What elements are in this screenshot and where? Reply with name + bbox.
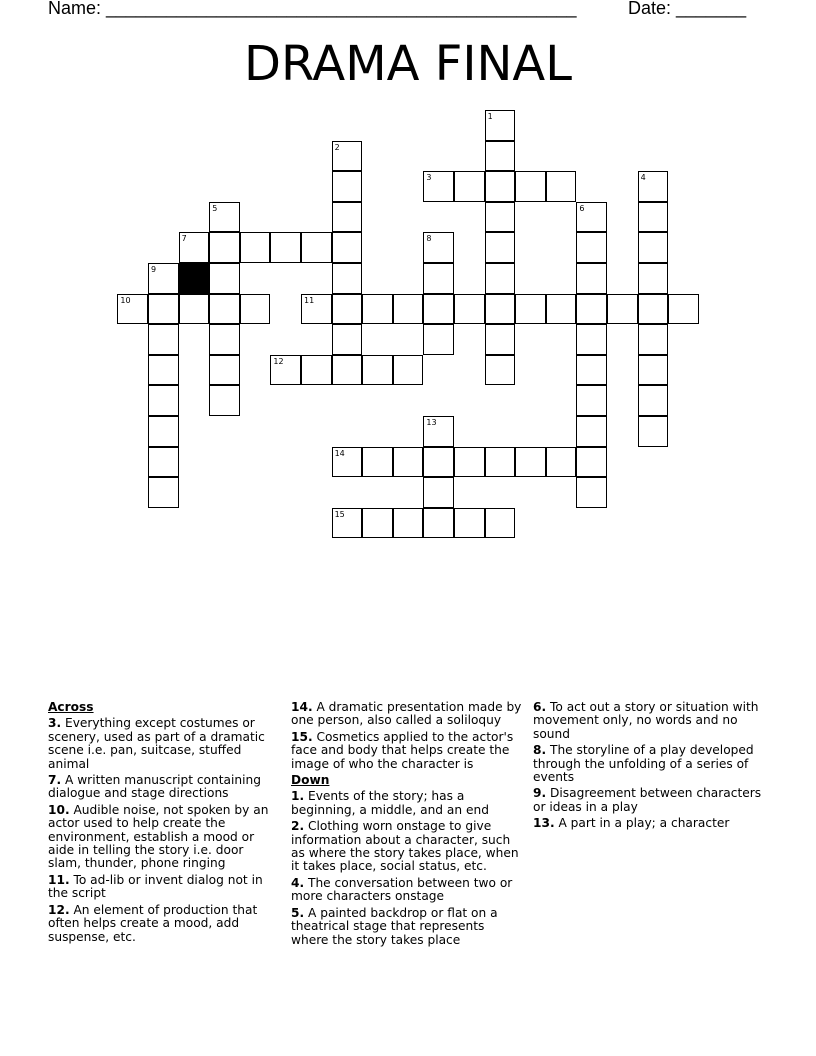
grid-cell[interactable] xyxy=(454,508,485,539)
clue-down-4 xyxy=(291,877,523,904)
clue-down-8 xyxy=(533,744,765,784)
grid-cell[interactable] xyxy=(638,355,669,386)
clue-text: A written manuscript containing dialogue and stage directions xyxy=(48,773,261,801)
clues-column-1 xyxy=(48,701,280,947)
grid-cell[interactable] xyxy=(576,324,607,355)
clue-number: 15. xyxy=(291,729,313,744)
grid-cell[interactable] xyxy=(117,294,148,325)
grid-cell[interactable] xyxy=(607,294,638,325)
clue-text: Everything except costumes or scenery, used as part of a dramatic scene i.e. pan, suitcase, stuffed animal xyxy=(48,716,265,771)
grid-cell[interactable] xyxy=(393,447,424,478)
grid-cell[interactable] xyxy=(148,385,179,416)
grid-cell[interactable] xyxy=(209,202,240,233)
date-field-label[interactable]: Date: _______ xyxy=(628,0,747,18)
clue-number: 5. xyxy=(291,905,305,920)
clue-across-3 xyxy=(48,717,280,771)
clue-across-15 xyxy=(291,731,523,771)
grid-cell[interactable] xyxy=(179,232,210,263)
clue-across-11 xyxy=(48,874,280,901)
grid-cell[interactable] xyxy=(423,508,454,539)
grid-cell[interactable] xyxy=(240,232,271,263)
clue-down-5 xyxy=(291,907,523,947)
grid-cell[interactable] xyxy=(485,263,516,294)
cell-number: 6 xyxy=(579,203,585,213)
clue-number: 13. xyxy=(533,816,555,831)
grid-cell[interactable] xyxy=(546,447,577,478)
grid-cell[interactable] xyxy=(332,508,363,539)
grid-cell[interactable] xyxy=(485,171,516,202)
clue-number: 14. xyxy=(291,700,313,714)
grid-cell[interactable] xyxy=(148,416,179,447)
grid-cell[interactable] xyxy=(638,416,669,447)
clue-down-2 xyxy=(291,820,523,874)
clue-down-13 xyxy=(533,817,765,830)
cell-number: 12 xyxy=(273,356,284,366)
clue-across-14 xyxy=(291,701,523,728)
clue-number: 3. xyxy=(48,716,62,731)
clue-number: 8. xyxy=(533,743,547,758)
grid-cell[interactable] xyxy=(454,447,485,478)
grid-cell[interactable] xyxy=(485,110,516,141)
grid-cell[interactable] xyxy=(148,477,179,508)
grid-cell[interactable] xyxy=(423,263,454,294)
clue-text: To act out a story or situation with movement only, no words and no sound xyxy=(533,700,759,741)
grid-cell[interactable] xyxy=(515,447,546,478)
grid-cell[interactable] xyxy=(362,447,393,478)
clue-number: 10. xyxy=(48,802,70,817)
clue-text: An element of production that often helps create a mood, add suspense, etc. xyxy=(48,902,258,944)
grid-cell[interactable] xyxy=(423,294,454,325)
grid-cell[interactable] xyxy=(148,324,179,355)
clue-text: A painted backdrop or flat on a theatrical stage that represents where the story takes place xyxy=(291,905,498,947)
page-title: DRAMA FINAL xyxy=(244,36,572,92)
grid-cell[interactable] xyxy=(362,508,393,539)
clue-number: 4. xyxy=(291,875,305,890)
grid-cell[interactable] xyxy=(454,171,485,202)
grid-cell[interactable] xyxy=(148,294,179,325)
grid-cell[interactable] xyxy=(332,355,363,386)
grid-cell[interactable] xyxy=(638,385,669,416)
grid-cell[interactable] xyxy=(576,294,607,325)
grid-cell[interactable] xyxy=(362,294,393,325)
clue-down-6 xyxy=(533,701,765,741)
cell-number: 2 xyxy=(334,142,340,152)
grid-cell[interactable] xyxy=(423,447,454,478)
grid-cell[interactable] xyxy=(209,355,240,386)
grid-cell[interactable] xyxy=(423,324,454,355)
grid-cell[interactable] xyxy=(209,294,240,325)
clue-number: 6. xyxy=(533,700,547,714)
grid-cell[interactable] xyxy=(485,294,516,325)
clue-text: The conversation between two or more characters onstage xyxy=(291,875,513,904)
grid-cell[interactable] xyxy=(270,355,301,386)
grid-cell[interactable] xyxy=(362,355,393,386)
grid-cell[interactable] xyxy=(576,355,607,386)
clue-across-7 xyxy=(48,774,280,801)
clue-across-12 xyxy=(48,904,280,944)
grid-cell[interactable] xyxy=(423,477,454,508)
grid-cell[interactable] xyxy=(485,508,516,539)
grid-cell[interactable] xyxy=(576,447,607,478)
grid-cell[interactable] xyxy=(148,355,179,386)
clue-number: 12. xyxy=(48,902,70,917)
grid-cell[interactable] xyxy=(332,324,363,355)
grid-cell[interactable] xyxy=(485,447,516,478)
grid-cell[interactable] xyxy=(576,263,607,294)
worksheet-header xyxy=(48,0,748,22)
clue-across-10 xyxy=(48,804,280,871)
cell-number: 1 xyxy=(487,112,493,121)
cell-number: 11 xyxy=(304,295,315,305)
clues-column-2 xyxy=(291,701,523,950)
grid-cell[interactable] xyxy=(576,385,607,416)
grid-cell[interactable] xyxy=(454,294,485,325)
grid-cell[interactable] xyxy=(393,294,424,325)
clue-number: 11. xyxy=(48,872,70,887)
grid-cell[interactable] xyxy=(240,294,271,325)
grid-cell[interactable] xyxy=(638,294,669,325)
grid-cell[interactable] xyxy=(638,171,669,202)
grid-cell[interactable] xyxy=(546,294,577,325)
grid-cell[interactable] xyxy=(668,294,699,325)
clue-text: A dramatic presentation made by one person, also called a soliloquy xyxy=(291,700,522,728)
grid-cell[interactable] xyxy=(301,232,332,263)
grid-cell[interactable] xyxy=(576,416,607,447)
cell-number: 5 xyxy=(212,203,218,213)
grid-cell[interactable] xyxy=(423,171,454,202)
clue-number: 2. xyxy=(291,819,305,834)
grid-cell[interactable] xyxy=(638,263,669,294)
grid-cell[interactable] xyxy=(515,171,546,202)
grid-cell[interactable] xyxy=(301,355,332,386)
grid-cell[interactable] xyxy=(515,294,546,325)
grid-cell[interactable] xyxy=(209,324,240,355)
grid-cell[interactable] xyxy=(638,324,669,355)
grid-cell[interactable] xyxy=(423,232,454,263)
grid-cell[interactable] xyxy=(576,477,607,508)
black-cell xyxy=(179,263,210,294)
grid-cell[interactable] xyxy=(393,508,424,539)
clue-text: Cosmetics applied to the actor's face and body that helps create the image of who the character is xyxy=(291,729,514,771)
clue-number: 9. xyxy=(533,786,547,801)
clues-column-3 xyxy=(533,701,765,834)
cell-number: 8 xyxy=(426,234,432,244)
grid-cell[interactable] xyxy=(179,294,210,325)
cell-number: 9 xyxy=(151,265,157,274)
grid-cell[interactable] xyxy=(576,232,607,263)
grid-cell[interactable] xyxy=(270,232,301,263)
grid-cell[interactable] xyxy=(332,202,363,233)
down-heading: Down xyxy=(291,773,330,788)
clue-text: Clothing worn onstage to give information about a character, such as where the story takes place, when it takes place, social status, etc. xyxy=(291,819,519,874)
grid-cell[interactable] xyxy=(638,232,669,263)
clue-text: Audible noise, not spoken by an actor used to help create the environment, establish a mood or aide in telling the story i.e. door slam, thunder, phone ringing xyxy=(48,802,269,871)
clue-number: 7. xyxy=(48,773,62,788)
clue-text: The storyline of a play developed through the unfolding of a series of events xyxy=(533,743,754,785)
grid-cell[interactable] xyxy=(148,447,179,478)
cell-number: 14 xyxy=(334,448,345,458)
grid-cell[interactable] xyxy=(148,263,179,294)
clue-text: Events of the story; has a beginning, a middle, and an end xyxy=(291,789,489,817)
cell-number: 7 xyxy=(181,234,187,244)
grid-cell[interactable] xyxy=(638,202,669,233)
cell-number: 10 xyxy=(120,295,131,305)
clue-text: To ad-lib or invent dialog not in the script xyxy=(48,872,263,901)
grid-cell[interactable] xyxy=(423,416,454,447)
clue-down-1 xyxy=(291,790,523,817)
grid-cell[interactable] xyxy=(576,202,607,233)
cell-number: 3 xyxy=(426,173,432,183)
grid-cell[interactable] xyxy=(332,171,363,202)
grid-cell[interactable] xyxy=(332,447,363,478)
name-field-label[interactable]: Name: _______________________________________________ xyxy=(48,0,577,18)
grid-cell[interactable] xyxy=(332,263,363,294)
clue-text: Disagreement between characters or ideas in a play xyxy=(533,786,762,814)
cell-number: 15 xyxy=(334,509,345,519)
cell-number: 4 xyxy=(640,173,646,183)
grid-cell[interactable] xyxy=(485,355,516,386)
clue-number: 1. xyxy=(291,789,305,804)
grid-cell[interactable] xyxy=(393,355,424,386)
across-heading: Across xyxy=(48,700,94,714)
clue-text: A part in a play; a character xyxy=(558,816,730,831)
grid-cell[interactable] xyxy=(485,324,516,355)
grid-cell[interactable] xyxy=(546,171,577,202)
grid-cell[interactable] xyxy=(332,294,363,325)
grid-cell[interactable] xyxy=(209,385,240,416)
grid-cell[interactable] xyxy=(301,294,332,325)
grid-cell[interactable] xyxy=(485,202,516,233)
grid-cell[interactable] xyxy=(485,232,516,263)
clue-down-9 xyxy=(533,787,765,814)
grid-cell[interactable] xyxy=(332,141,363,172)
cell-number: 13 xyxy=(426,418,437,427)
grid-cell[interactable] xyxy=(332,232,363,263)
grid-cell[interactable] xyxy=(209,263,240,294)
grid-cell[interactable] xyxy=(209,232,240,263)
grid-cell[interactable] xyxy=(485,141,516,172)
